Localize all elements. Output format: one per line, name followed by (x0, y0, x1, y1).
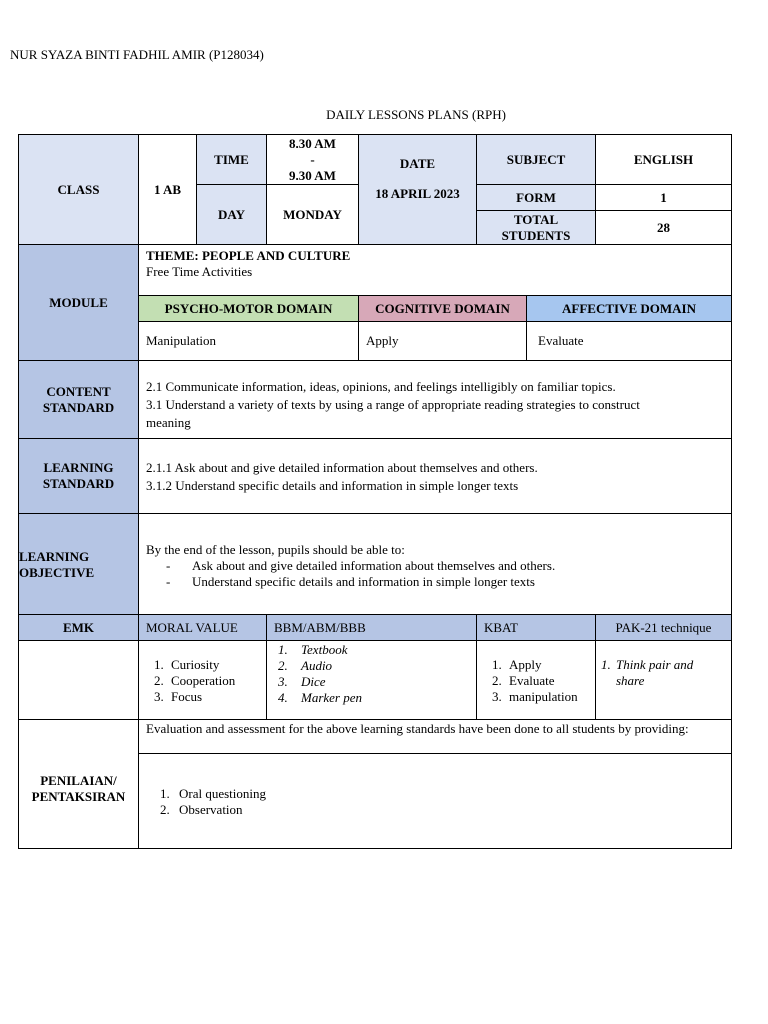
list-item: - Understand specific details and information in simple longer texts (166, 574, 731, 590)
assessment-methods-list (149, 786, 731, 818)
class-label: CLASS (18, 134, 139, 245)
date-label: DATE (399, 156, 436, 171)
subject-label: SUBJECT (476, 134, 596, 185)
list-item: 1. Apply (505, 657, 595, 673)
psychomotor-domain-header: PSYCHO-MOTOR DOMAIN (138, 295, 359, 322)
assessment-label-line-1: PENILAIAN/ (40, 773, 117, 788)
total-students-label (476, 210, 596, 245)
content-standard-text (138, 360, 732, 439)
moral-value-list (143, 657, 266, 705)
total-label-line-1: TOTAL (513, 211, 559, 227)
bbm-header: BBM/ABM/BBB (266, 614, 477, 641)
learning-objective-label-line-1: LEARNING (19, 548, 90, 564)
list-item: - Ask about and give detailed information about themselves and others. (166, 558, 731, 574)
content-standard-label (18, 360, 139, 439)
date-cell (358, 134, 477, 245)
kbat-cell (476, 640, 596, 720)
psychomotor-domain-value: Manipulation (138, 321, 359, 361)
day-label: DAY (196, 184, 267, 245)
learning-standard-line-2: 3.1.2 Understand specific details and information in simple longer texts (146, 478, 519, 493)
learning-standard-label-line-2: STANDARD (42, 476, 115, 491)
learning-standard-line-1: 2.1.1 Ask about and give detailed information about themselves and others. (146, 460, 538, 475)
content-standard-line-1: 2.1 Communicate information, ideas, opinions, and feelings intelligibly on familiar topics. (146, 379, 616, 394)
emk-empty-cell (18, 640, 139, 720)
total-students-value: 28 (595, 210, 732, 245)
kbat-header: KBAT (476, 614, 596, 641)
list-item: 1. Textbook (291, 642, 476, 658)
cognitive-domain-value: Apply (358, 321, 527, 361)
affective-domain-header: AFFECTIVE DOMAIN (526, 295, 732, 322)
author-name: NUR SYAZA BINTI FADHIL AMIR (P128034) (10, 47, 264, 62)
affective-domain-value: Evaluate (526, 321, 732, 361)
content-standard-line-3: meaning (146, 415, 191, 430)
bbm-list (269, 642, 476, 706)
module-theme-cell (138, 244, 732, 296)
time-start: 8.30 AM (289, 135, 336, 151)
content-standard-line-2: 3.1 Understand a variety of texts by using a range of appropriate reading strategies to construct (146, 397, 640, 412)
pak21-cell (595, 640, 732, 720)
learning-standard-label (18, 438, 139, 514)
assessment-note: Evaluation and assessment for the above learning standards have been done to all students by providing: (138, 719, 732, 754)
time-value (266, 134, 359, 185)
content-standard-label-line-2: STANDARD (42, 399, 115, 415)
subject-value: ENGLISH (595, 134, 732, 185)
time-label: TIME (196, 134, 267, 185)
list-item: 2. Observation (173, 802, 731, 818)
time-separator: - (310, 151, 315, 167)
form-label: FORM (476, 184, 596, 211)
module-topic: Free Time Activities (146, 264, 253, 279)
list-item: 2. Cooperation (167, 673, 266, 689)
document-title: DAILY LESSONS PLANS (RPH) (326, 107, 506, 122)
list-item: 1. Oral questioning (173, 786, 731, 802)
module-label: MODULE (18, 244, 139, 361)
bbm-cell (266, 640, 477, 720)
assessment-label-line-2: PENTAKSIRAN (31, 789, 126, 804)
moral-value-cell (138, 640, 267, 720)
cognitive-domain-header: COGNITIVE DOMAIN (358, 295, 527, 322)
moral-value-header: MORAL VALUE (138, 614, 267, 641)
learning-objective-text (138, 513, 732, 615)
content-standard-label-line-1: CONTENT (46, 383, 111, 399)
learning-objective-intro: By the end of the lesson, pupils should be able to: (146, 542, 405, 557)
date-value: 18 APRIL 2023 (375, 186, 460, 201)
list-item: 2. Evaluate (505, 673, 595, 689)
emk-label: EMK (18, 614, 139, 641)
list-item: 3. Dice (291, 674, 476, 690)
total-label-line-2: STUDENTS (501, 227, 571, 243)
list-item: 3. manipulation (505, 689, 595, 705)
kbat-list (481, 657, 595, 705)
pak21-header: PAK-21 technique (595, 614, 732, 641)
list-item: 1. Curiosity (167, 657, 266, 673)
learning-standard-label-line-1: LEARNING (43, 460, 114, 475)
learning-standard-text (138, 438, 732, 514)
assessment-methods-cell (138, 753, 732, 849)
learning-objective-label-line-2: OBJECTIVE (19, 564, 95, 580)
list-item: 1. Think pair and share (614, 657, 731, 689)
learning-objective-label (18, 513, 139, 615)
day-value: MONDAY (266, 184, 359, 245)
pak21-list (596, 657, 731, 689)
class-value: 1 AB (138, 134, 197, 245)
list-item: 2. Audio (291, 658, 476, 674)
time-end: 9.30 AM (289, 167, 336, 183)
form-value: 1 (595, 184, 732, 211)
module-theme: THEME: PEOPLE AND CULTURE (146, 248, 351, 263)
assessment-label (18, 719, 139, 849)
list-item: 4. Marker pen (291, 690, 476, 706)
list-item: 3. Focus (167, 689, 266, 705)
learning-objective-list (146, 558, 731, 590)
